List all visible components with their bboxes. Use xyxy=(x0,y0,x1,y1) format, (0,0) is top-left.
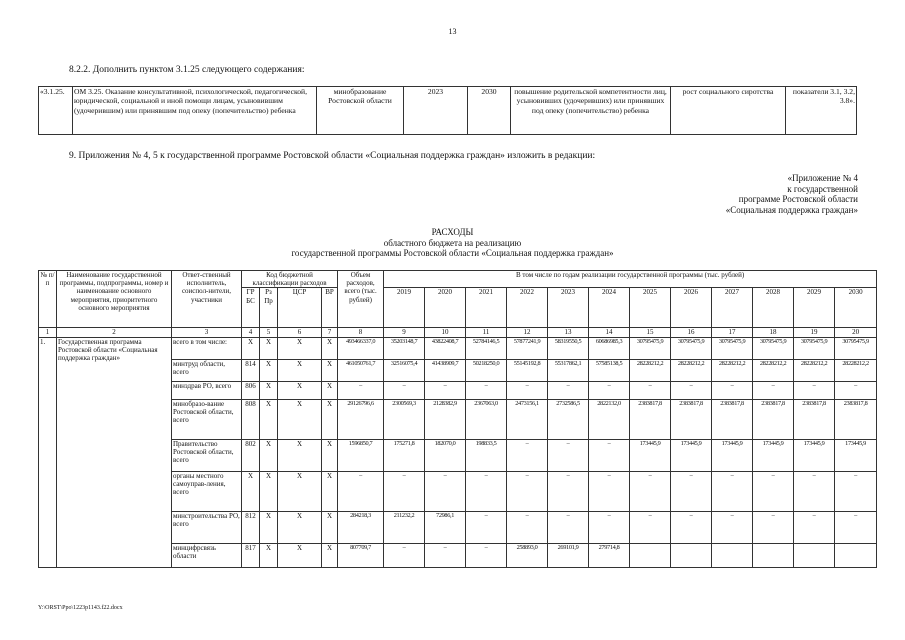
column-number: 8 xyxy=(338,328,384,337)
year-value-cell: 2300569,3 xyxy=(384,399,425,439)
expenses-table xyxy=(38,270,877,568)
executor-cell: минобразо-вание Ростовской области, всего xyxy=(172,399,242,439)
year-value-cell: – xyxy=(835,381,877,399)
year-value-cell: 28228212,2 xyxy=(835,359,877,381)
grbs-cell: 814 xyxy=(242,359,260,381)
header-years-title: В том числе по годам реализации государственной программы (тыс. рублей) xyxy=(384,271,877,288)
column-number: 1 xyxy=(39,328,57,337)
table-row xyxy=(39,337,877,359)
year-header: 2019 xyxy=(384,288,425,328)
year-value-cell: 32516075,4 xyxy=(384,359,425,381)
measure-name: ОМ 3.25. Оказание консультативной, психологической, педагогической, юридической, социальной и иной помощи лицам, усыновившим (удочерившим) или принявшим под опеку (попечительство) ребенка xyxy=(73,87,317,135)
year-value-cell: 30795475,9 xyxy=(835,337,877,359)
program-name: Государственная программа Ростовской области «Социальная поддержка граждан» xyxy=(57,337,172,567)
grbs-cell: 806 xyxy=(242,381,260,399)
executor: минобразование Ростовской области xyxy=(317,87,404,135)
year-value-cell: 173445,9 xyxy=(712,439,753,471)
year-value-cell: – xyxy=(466,543,507,567)
vr-cell: Х xyxy=(322,337,338,359)
year-value-cell xyxy=(630,543,671,567)
header-row xyxy=(39,271,877,288)
year-value-cell xyxy=(671,543,712,567)
year-value-cell: 55145192,8 xyxy=(507,359,548,381)
page-number: 13 xyxy=(448,27,457,36)
year-value-cell: – xyxy=(712,381,753,399)
column-number: 13 xyxy=(548,328,589,337)
year-header: 2023 xyxy=(548,288,589,328)
file-path: Y:\ORST\Ppo\1223p1143.f22.docx xyxy=(38,605,123,611)
column-number: 19 xyxy=(794,328,835,337)
year-value-cell: – xyxy=(589,439,630,471)
start-year: 2023 xyxy=(404,87,468,135)
year-header: 2026 xyxy=(671,288,712,328)
appendix-line: «Социальная поддержка граждан» xyxy=(725,204,858,215)
year-value-cell: 173445,9 xyxy=(794,439,835,471)
year-value-cell: 2383817,8 xyxy=(794,399,835,439)
executor-cell: минстроительства РО, всего xyxy=(172,511,242,543)
year-value-cell: 52784146,5 xyxy=(466,337,507,359)
year-value-cell: 175271,8 xyxy=(384,439,425,471)
year-value-cell: 30795475,9 xyxy=(753,337,794,359)
year-value-cell: – xyxy=(671,471,712,511)
year-header: 2030 xyxy=(835,288,877,328)
appendix-line: к государственной xyxy=(787,183,858,194)
vr-cell: Х xyxy=(322,439,338,471)
year-value-cell: – xyxy=(589,511,630,543)
total-cell: – xyxy=(338,471,384,511)
year-value-cell: – xyxy=(794,471,835,511)
total-cell: 807709,7 xyxy=(338,543,384,567)
year-header: 2022 xyxy=(507,288,548,328)
year-value-cell: 279714,8 xyxy=(589,543,630,567)
header-vr: ВР xyxy=(322,288,338,328)
program-number: 1. xyxy=(39,337,57,567)
vr-cell: Х xyxy=(322,511,338,543)
year-value-cell: – xyxy=(753,381,794,399)
year-value-cell: 60686985,3 xyxy=(589,337,630,359)
executor-cell: органы местного самоуправ-ления, всего xyxy=(172,471,242,511)
column-number: 5 xyxy=(260,328,278,337)
rzpr-cell: Х xyxy=(260,543,278,567)
column-number: 2 xyxy=(57,328,172,337)
year-value-cell: – xyxy=(753,511,794,543)
total-cell: 493466337,0 xyxy=(338,337,384,359)
year-value-cell: – xyxy=(589,381,630,399)
year-value-cell: 30795475,9 xyxy=(712,337,753,359)
year-header: 2028 xyxy=(753,288,794,328)
year-value-cell: 43822408,7 xyxy=(425,337,466,359)
title-line: областного бюджета на реализацию xyxy=(383,237,522,248)
csr-cell: Х xyxy=(278,381,322,399)
executor-cell: всего в том числе: xyxy=(172,337,242,359)
appendix-line: программе Ростовской области xyxy=(738,194,858,205)
year-value-cell: 198833,5 xyxy=(466,439,507,471)
executor-cell: минтруд области, всего xyxy=(172,359,242,381)
year-value-cell: – xyxy=(589,471,630,511)
year-value-cell: – xyxy=(548,511,589,543)
header-code: Код бюджетной классификации расходов xyxy=(242,271,338,288)
year-value-cell: – xyxy=(384,471,425,511)
appendix-paragraph: 9. Приложения № 4, 5 к государственной программе Ростовской области «Социальная поддержка граждан» изложить в редакции: xyxy=(69,151,596,161)
year-value-cell: 41438909,7 xyxy=(425,359,466,381)
year-value-cell: 211232,2 xyxy=(384,511,425,543)
year-value-cell: – xyxy=(507,439,548,471)
header-rzpr: Рз Пр xyxy=(260,288,278,328)
year-value-cell: 57585138,5 xyxy=(589,359,630,381)
title-line: государственной программы Ростовской области «Социальная поддержка граждан» xyxy=(291,248,614,258)
document-title xyxy=(0,227,905,259)
year-value-cell: 28228212,2 xyxy=(671,359,712,381)
year-value-cell: 2383817,8 xyxy=(753,399,794,439)
year-value-cell: 28228212,2 xyxy=(630,359,671,381)
year-value-cell: 2367063,0 xyxy=(466,399,507,439)
year-value-cell: 2383817,8 xyxy=(630,399,671,439)
year-value-cell: – xyxy=(671,511,712,543)
year-header: 2027 xyxy=(712,288,753,328)
total-cell: 284218,3 xyxy=(338,511,384,543)
year-value-cell xyxy=(712,543,753,567)
year-value-cell xyxy=(753,543,794,567)
rzpr-cell: Х xyxy=(260,511,278,543)
row-number: «3.1.25. xyxy=(39,87,73,135)
appendix-line: «Приложение № 4 xyxy=(787,173,858,183)
vr-cell: Х xyxy=(322,381,338,399)
year-value-cell: – xyxy=(425,381,466,399)
appendix-header xyxy=(600,173,858,215)
year-value-cell xyxy=(835,543,877,567)
year-value-cell: 2383817,8 xyxy=(712,399,753,439)
rzpr-cell: Х xyxy=(260,439,278,471)
year-header: 2025 xyxy=(630,288,671,328)
amendment-table xyxy=(38,86,857,135)
year-value-cell: 2822132,0 xyxy=(589,399,630,439)
column-number: 16 xyxy=(671,328,712,337)
year-value-cell: 30795475,9 xyxy=(630,337,671,359)
year-value-cell xyxy=(794,543,835,567)
indicators: показатели 3.1, 3.2, 3.8». xyxy=(786,87,857,135)
column-numbers-row xyxy=(39,328,877,337)
year-value-cell: – xyxy=(753,471,794,511)
year-value-cell: – xyxy=(835,511,877,543)
year-value-cell: – xyxy=(507,471,548,511)
csr-cell: Х xyxy=(278,511,322,543)
year-value-cell: – xyxy=(712,511,753,543)
rzpr-cell: Х xyxy=(260,381,278,399)
year-value-cell: 2383817,8 xyxy=(835,399,877,439)
year-value-cell: – xyxy=(425,471,466,511)
year-value-cell: 173445,9 xyxy=(671,439,712,471)
executor-cell: минздрав РО, всего xyxy=(172,381,242,399)
column-number: 9 xyxy=(384,328,425,337)
year-value-cell: 2473156,1 xyxy=(507,399,548,439)
year-value-cell: 28228212,2 xyxy=(753,359,794,381)
total-cell: 1596850,7 xyxy=(338,439,384,471)
year-value-cell: 2383817,8 xyxy=(671,399,712,439)
csr-cell: Х xyxy=(278,359,322,381)
table-row xyxy=(39,87,857,135)
year-value-cell: – xyxy=(794,511,835,543)
year-value-cell: 55317862,1 xyxy=(548,359,589,381)
year-value-cell: 28228212,2 xyxy=(712,359,753,381)
year-value-cell: 269101,9 xyxy=(548,543,589,567)
column-number: 4 xyxy=(242,328,260,337)
title-line: РАСХОДЫ xyxy=(431,227,474,237)
header-executor: Ответ-ственный исполнитель, соиспол-нители, участники xyxy=(172,271,242,328)
year-value-cell: – xyxy=(548,439,589,471)
year-header: 2024 xyxy=(589,288,630,328)
year-value-cell: 28228212,2 xyxy=(794,359,835,381)
grbs-cell: 808 xyxy=(242,399,260,439)
end-year: 2030 xyxy=(468,87,511,135)
year-value-cell: – xyxy=(384,543,425,567)
year-value-cell: – xyxy=(548,471,589,511)
year-value-cell: 182070,0 xyxy=(425,439,466,471)
column-number: 12 xyxy=(507,328,548,337)
rzpr-cell: Х xyxy=(260,471,278,511)
header-volume: Объем расходов, всего (тыс. рублей) xyxy=(338,271,384,328)
year-value-cell: – xyxy=(425,543,466,567)
grbs-cell: Х xyxy=(242,337,260,359)
header-name: Наименование государственной программы, подпрограммы, номер и наименование основного мероприятия, приоритетного основного мероприятия xyxy=(57,271,172,328)
year-value-cell: – xyxy=(384,381,425,399)
column-number: 15 xyxy=(630,328,671,337)
amendment-paragraph: 8.2.2. Дополнить пунктом 3.1.25 следующего содержания: xyxy=(69,65,305,75)
rzpr-cell: Х xyxy=(260,359,278,381)
header-num: № п/п xyxy=(39,271,57,328)
year-value-cell: – xyxy=(466,471,507,511)
total-cell: – xyxy=(338,381,384,399)
year-value-cell: 57877241,9 xyxy=(507,337,548,359)
column-number: 11 xyxy=(466,328,507,337)
year-value-cell: – xyxy=(630,381,671,399)
column-number: 3 xyxy=(172,328,242,337)
consequence: рост социального сиротства xyxy=(671,87,786,135)
year-value-cell: – xyxy=(507,511,548,543)
year-value-cell: 258893,0 xyxy=(507,543,548,567)
year-header: 2020 xyxy=(425,288,466,328)
csr-cell: Х xyxy=(278,439,322,471)
executor-cell: минцифрсвязь области xyxy=(172,543,242,567)
year-value-cell: 173445,9 xyxy=(835,439,877,471)
column-number: 17 xyxy=(712,328,753,337)
year-value-cell: – xyxy=(671,381,712,399)
vr-cell: Х xyxy=(322,399,338,439)
total-cell: 29126796,6 xyxy=(338,399,384,439)
year-value-cell: – xyxy=(630,511,671,543)
year-value-cell: 2732586,5 xyxy=(548,399,589,439)
rzpr-cell: Х xyxy=(260,399,278,439)
column-number: 10 xyxy=(425,328,466,337)
year-value-cell: 173445,9 xyxy=(753,439,794,471)
year-header: 2021 xyxy=(466,288,507,328)
year-value-cell: – xyxy=(712,471,753,511)
total-cell: 461050761,7 xyxy=(338,359,384,381)
vr-cell: Х xyxy=(322,359,338,381)
column-number: 18 xyxy=(753,328,794,337)
vr-cell: Х xyxy=(322,543,338,567)
year-value-cell: – xyxy=(835,471,877,511)
csr-cell: Х xyxy=(278,337,322,359)
grbs-cell: 802 xyxy=(242,439,260,471)
year-value-cell: – xyxy=(466,511,507,543)
year-value-cell: – xyxy=(630,471,671,511)
year-value-cell: – xyxy=(548,381,589,399)
year-value-cell: – xyxy=(466,381,507,399)
header-grbs: ГР БС xyxy=(242,288,260,328)
year-header: 2029 xyxy=(794,288,835,328)
year-value-cell: – xyxy=(794,381,835,399)
grbs-cell: 817 xyxy=(242,543,260,567)
csr-cell: Х xyxy=(278,471,322,511)
column-number: 14 xyxy=(589,328,630,337)
year-value-cell: 30795475,9 xyxy=(671,337,712,359)
year-value-cell: 58319550,5 xyxy=(548,337,589,359)
year-value-cell: 173445,9 xyxy=(630,439,671,471)
executor-cell: Правительство Ростовской области, всего xyxy=(172,439,242,471)
year-value-cell: 35203148,7 xyxy=(384,337,425,359)
grbs-cell: Х xyxy=(242,471,260,511)
grbs-cell: 812 xyxy=(242,511,260,543)
expected-result: повышение родительской компетентности лиц, усыновивших (удочеривших) или принявших под опеку (попечительство) ребенка xyxy=(511,87,671,135)
vr-cell: Х xyxy=(322,471,338,511)
column-number: 20 xyxy=(835,328,877,337)
year-value-cell: 50218250,0 xyxy=(466,359,507,381)
header-csr: ЦСР xyxy=(278,288,322,328)
year-value-cell: 30795475,9 xyxy=(794,337,835,359)
year-value-cell: 2128382,9 xyxy=(425,399,466,439)
csr-cell: Х xyxy=(278,399,322,439)
year-value-cell: 72986,1 xyxy=(425,511,466,543)
year-value-cell: – xyxy=(507,381,548,399)
column-number: 7 xyxy=(322,328,338,337)
rzpr-cell: Х xyxy=(260,337,278,359)
column-number: 6 xyxy=(278,328,322,337)
csr-cell: Х xyxy=(278,543,322,567)
